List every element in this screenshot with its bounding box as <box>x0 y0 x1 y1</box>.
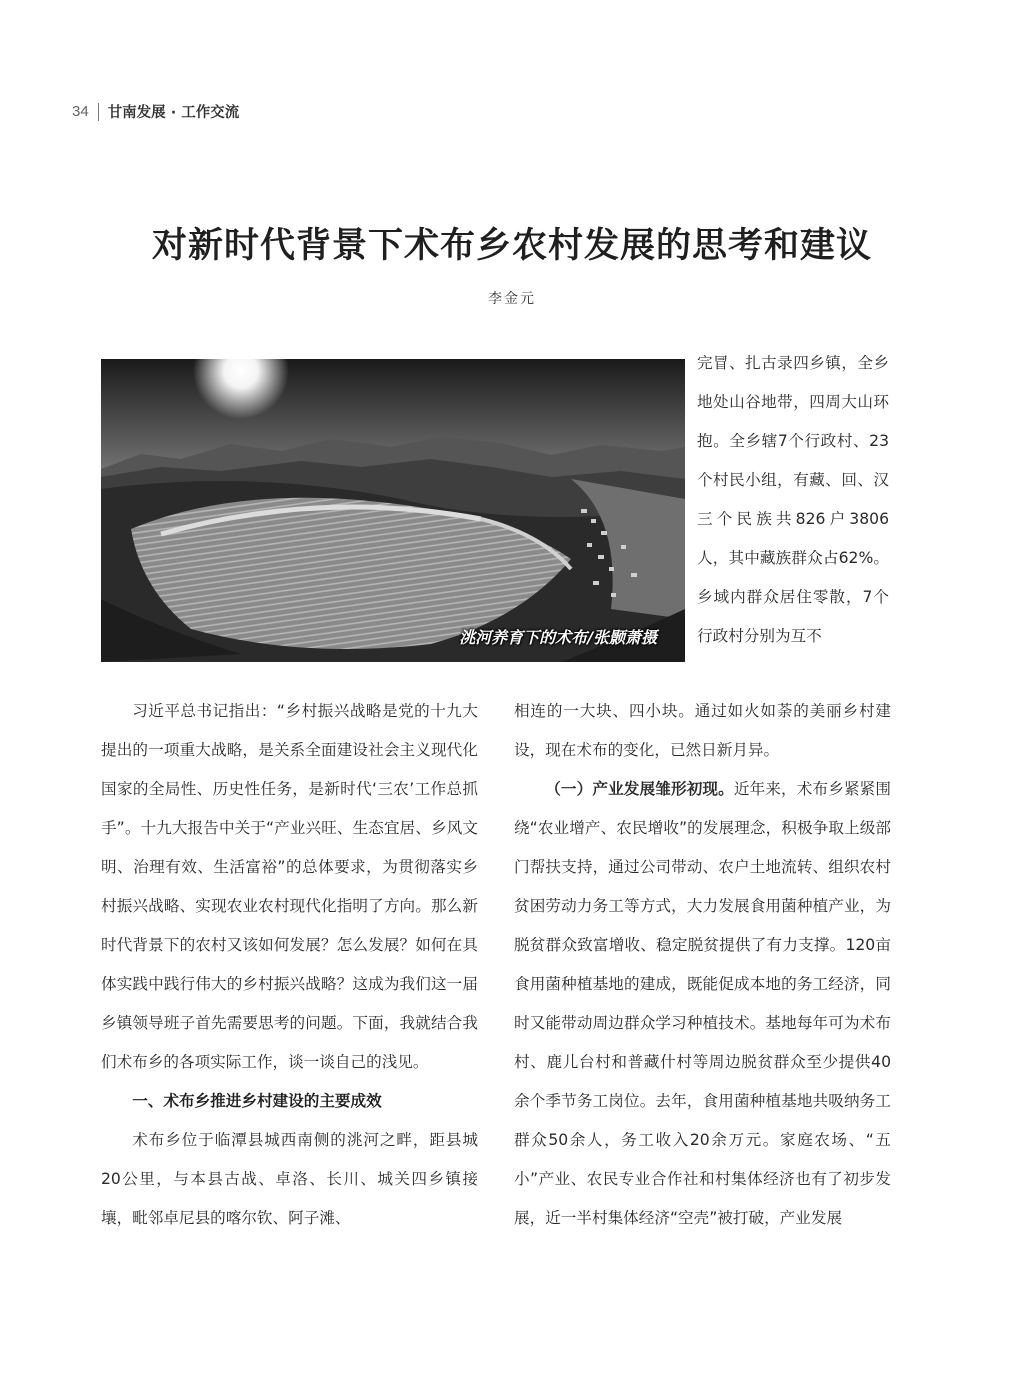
section-heading-1: 一、术布乡推进乡村建设的主要成效 <box>132 1092 382 1110</box>
text-column-right <box>514 692 891 1238</box>
location-paragraph: 术布乡位于临潭县城西南侧的洮河之畔，距县城20公里，与本县古战、卓洛、长川、城关四乡镇接壤，毗邻卓尼县的喀尔钦、阿子滩、 <box>101 1131 478 1227</box>
location-paragraph-end: 相连的一大块、四小块。通过如火如荼的美丽乡村建设，现在术布的变化，已然日新月异。 <box>514 702 891 759</box>
subheading-industry: （一）产业发展雏形初现。 <box>545 780 734 798</box>
industry-paragraph <box>514 770 891 1238</box>
intro-paragraph: 习近平总书记指出：“乡村振兴战略是党的十九大提出的一项重大战略，是关系全面建设社会主义现代化国家的全局性、历史性任务，是新时代‘三农’工作总抓手”。十九大报告中关于“产业兴旺、生态宜居、乡风文明、治理有效、生活富裕”的总体要求，为贯彻落实乡村振兴战略、实现农业农村现代化指明了方向。那么新时代背景下的农村又该如何发展？怎么发展？如何在具体实践中践行伟大的乡村振兴战略？这成为我们这一届乡镇领导班子首先需要思考的问题。下面，我就结合我们术布乡的各项实际工作，谈一谈自己的浅见。 <box>101 702 478 1071</box>
industry-text: 近年来，术布乡紧紧围绕“农业增产、农民增收”的发展理念，积极争取上级部门帮扶支持，通过公司带动、农户土地流转、组织农村贫困劳动力务工等方式，大力发展食用菌种植产业，为脱贫群众致富增收、稳定脱贫提供了有力支撑。120亩食用菌种植基地的建成，既能促成本地的务工经济，同时又能带动周边群众学习种植技术。基地每年可为术布村、鹿儿台村和普藏什村等周边脱贫群众至少提供40余个季节务工岗位。去年，食用菌种植基地共吸纳务工群众50余人，务工收入20余万元。家庭农场、“五小”产业、农民专业合作社和村集体经济也有了初步发展，近一半村集体经济“空壳”被打破，产业发展 <box>514 780 891 1227</box>
author-name: 李金元 <box>488 291 536 307</box>
text-column-right-upper <box>697 344 889 656</box>
photo-caption: 洮河养育下的术布/张颢萧摄 <box>459 628 657 647</box>
location-paragraph-cont: 完冒、扎古录四乡镇，全乡地处山谷地带，四周大山环抱。全乡辖7个行政村、23个村民小组，有藏、回、汉三个民族共826户3806人，其中藏族群众占62%。乡域内群众居住零散，7个行政村分别为互不 <box>697 354 889 645</box>
section-name: 甘南发展 · 工作交流 <box>107 105 240 121</box>
header-divider <box>98 103 99 121</box>
text-column-left <box>101 692 478 1238</box>
article-title: 对新时代背景下术布乡农村发展的思考和建议 <box>151 225 872 266</box>
landscape-photo <box>101 359 685 662</box>
valley-panorama-image <box>101 359 685 662</box>
page-number: 34 <box>72 103 89 120</box>
running-header <box>72 101 239 122</box>
